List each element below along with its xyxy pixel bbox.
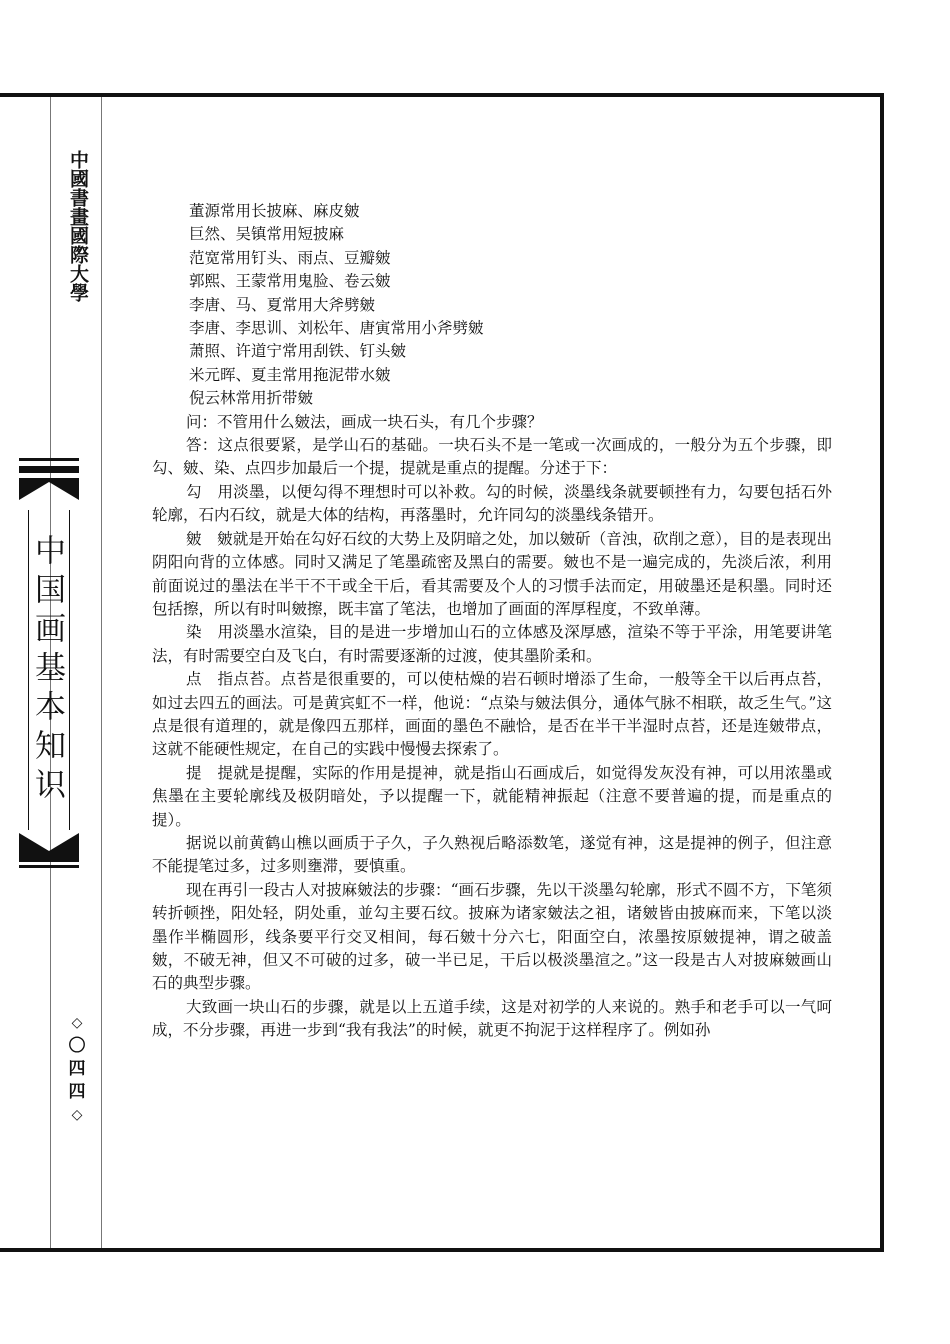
- page-number-char: 四: [68, 1082, 86, 1102]
- page-number-char: 四: [68, 1059, 86, 1079]
- paragraph-ti: 提 提就是提醒，实际的作用是提神，就是指山石画成后，如觉得发灰没有神，可以用浓墨或焦墨在主要轮廓线及极阴暗处，予以提醒一下，就能精神振起（注意不要普遍的提，而是重点的提）。: [152, 763, 832, 829]
- paragraph-gou: 勾 用淡墨，以便勾得不理想时可以补救。勾的时候，淡墨线条就要顿挫有力，勾要包括石外轮廓，石内石纹，就是大体的结构，再落墨时，允许同勾的淡墨线条错开。: [152, 482, 832, 525]
- list-item: 李唐、李思训、刘松年、唐寅常用小斧劈皴: [189, 319, 484, 338]
- list-item: 萧照、许道宁常用刮铁、钉头皴: [189, 342, 407, 361]
- title-chevron-bottom: [19, 833, 79, 855]
- school-name: 中國書畫國際大學: [67, 150, 89, 302]
- title-chevron-top: [19, 478, 79, 500]
- list-item: 范宽常用钉头、雨点、豆瓣皴: [189, 248, 391, 267]
- list-item: 米元晖、夏圭常用拖泥带水皴: [189, 365, 391, 384]
- page-frame-top: [0, 93, 884, 97]
- paragraph-answer: 答：这点很要紧，是学山石的基础。一块石头不是一笔或一次画成的，一般分为五个步骤，即勾、皴、染、点四步加最后一个提，提就是重点的提醒。分述于下：: [152, 436, 832, 478]
- diamond-ornament-top: ◇: [71, 1015, 83, 1031]
- list-item: 李唐、马、夏常用大斧劈皴: [189, 295, 376, 314]
- list-item: 巨然、吴镇常用短披麻: [189, 225, 345, 244]
- title-bar-top-thick: [19, 466, 79, 473]
- title-bar-top-thin: [19, 458, 79, 461]
- title-bar-bottom-thin: [19, 865, 79, 868]
- page-number-char: 〇: [68, 1036, 86, 1056]
- paragraph-example: 据说以前黄鹤山樵以画质于子久，子久熟视后略添数笔，遂觉有神，这是提神的例子，但注意不能提笔过多，过多则壅滞，要慎重。: [152, 833, 832, 876]
- sidebar-rule-right: [101, 97, 102, 1248]
- book-title: 中国画基本知识: [28, 510, 70, 830]
- paragraph-ran: 染 用淡墨水渲染，目的是进一步增加山石的立体感及深厚感，渲染不等于平涂，用笔要讲笔法，有时需要空白及飞白，有时需要逐渐的过渡，使其墨阶柔和。: [152, 623, 832, 665]
- list-item: 董源常用长披麻、麻皮皴: [189, 202, 360, 220]
- paragraph-cun: 皴 皴就是开始在勾好石纹的大势上及阴暗之处，加以皴斫（音浊，砍削之意），目的是表现出阴阳向背的立体感。同时又满足了笔墨疏密及黑白的需要。皴也不是一遍完成的，先淡后浓，利用前面说过的墨法在半干不干或全干后，看其需要及个人的习惯手法而定，用破墨还是积墨。同时还包括擦，所以有时叫皴擦，既丰富了笔法，也增加了画面的浑厚程度，不致单薄。: [152, 529, 832, 618]
- list-item: 郭熙、王蒙常用鬼脸、卷云皴: [189, 272, 391, 291]
- page-number: [66, 1012, 88, 1127]
- page-frame-bottom: [0, 1248, 884, 1252]
- main-text: [152, 200, 832, 1043]
- paragraph-summary: 大致画一块山石的步骤，就是以上五道手续，这是对初学的人来说的。熟手和老手可以一气呵成，不分步骤，再进一步到“我有我法”的时候，就更不拘泥于这样程序了。例如孙: [152, 997, 832, 1040]
- title-bar-bottom-thick: [19, 855, 79, 862]
- page-frame-right: [880, 93, 884, 1252]
- paragraph-dian: 点 指点苔。点苔是很重要的，可以使枯燥的岩石顿时增添了生命，一般等全干以后再点苔，如过去四五的画法。可是黄宾虹不一样，他说：“点染与皴法俱分，通体气脉不相联，故乏生气。”这点是很有道理的，就是像四五那样，画面的墨色不融恰，是否在半干半湿时点苔，还是连皴带点，这就不能硬性规定，在自己的实践中慢慢去探索了。: [152, 670, 832, 759]
- paragraph-quote: 现在再引一段古人对披麻皴法的步骤：“画石步骤，先以干淡墨勾轮廓，形式不圆不方，下笔须转折顿挫，阳处轻，阴处重，並勾主要石纹。披麻为诸家皴法之祖，诸皴皆由披麻而来，下笔以淡墨作半椭圆形，线条要平行交叉相间，每石皴十分六七，阳面空白，浓墨按原皴提神，谓之破盖皴，不破无神，但又不可破的过多，破一半已足，干后以极淡墨渲之。”这一段是古人对披麻皴画山石的典型步骤。: [152, 880, 832, 993]
- diamond-ornament-bottom: ◇: [71, 1107, 83, 1123]
- paragraph-question: 问：不管用什么皴法，画成一块石头，有几个步骤？: [186, 412, 543, 431]
- list-item: 倪云林常用折带皴: [189, 389, 314, 408]
